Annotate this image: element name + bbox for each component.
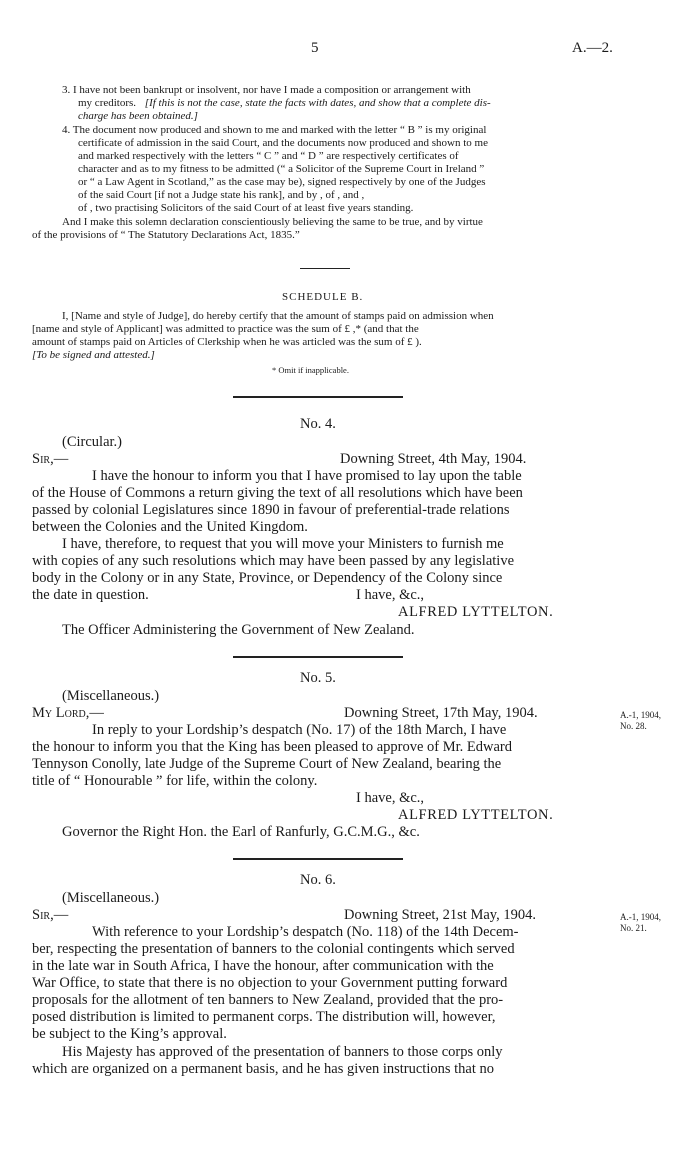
letter-body-line: title of “ Honourable ” for life, within the colony.	[32, 773, 318, 789]
letter-closing: I have, &c.,	[356, 790, 425, 806]
item-3-note: [If this is not the case, state the facts with dates, and show that a complete dis-	[144, 97, 491, 109]
letter-place-date: Downing Street, 17th May, 1904.	[344, 705, 538, 721]
letter-body-line: With reference to your Lordship’s despatch (No. 118) of the 14th Decem-	[92, 924, 519, 940]
letter-category: (Miscellaneous.)	[62, 890, 160, 906]
letter-body-line: the date in question.	[32, 587, 149, 603]
letter-addressee: The Officer Administering the Government of New Zealand.	[62, 622, 415, 638]
letter-place-date: Downing Street, 4th May, 1904.	[340, 451, 527, 467]
letter-salutation: Sir,—	[32, 451, 69, 467]
margin-reference: A.-1, 1904, No. 21.	[620, 912, 661, 933]
letter-signature: ALFRED LYTTELTON.	[398, 807, 554, 823]
letter-body-line: proposals for the allotment of ten banners to New Zealand, provided that the pro-	[32, 992, 504, 1008]
letter-category: (Circular.)	[62, 434, 122, 450]
letter-salutation: My Lord,—	[32, 705, 104, 721]
schedule-line: [name and style of Applicant] was admitted to practice was the sum of £ ,* (and that the	[32, 323, 419, 335]
declaration-item-4-line: of the said Court [if not a Judge state his rank], and by , of , and ,	[78, 189, 365, 201]
declaration-item-4-line: 4. The document now produced and shown to me and marked with the letter “ B ” is my original	[62, 124, 487, 136]
letter-body-line: in the late war in South Africa, I have the honour, after communication with the	[32, 958, 494, 974]
letter-body-line: I have the honour to inform you that I have promised to lay upon the table	[92, 468, 522, 484]
letter-closing: I have, &c.,	[356, 587, 425, 603]
declaration-item-4-line: character and as to my fitness to be admitted (“ a Solicitor of the Supreme Court in Ireland ”	[78, 163, 485, 175]
separator	[300, 268, 350, 269]
declaration-item-3-cont	[78, 97, 491, 110]
letter-body-line: between the Colonies and the United Kingdom.	[32, 519, 308, 535]
separator	[233, 656, 403, 658]
declaration-item-4-line: of , two practising Solicitors of the said Court of at least five years standing.	[78, 202, 414, 214]
letter-signature: ALFRED LYTTELTON.	[398, 604, 554, 620]
letter-number: No. 4.	[300, 416, 336, 432]
letter-body-line: which are organized on a permanent basis, and he has given instructions that no	[32, 1061, 494, 1077]
schedule-footnote: * Omit if inapplicable.	[272, 365, 349, 375]
schedule-title: SCHEDULE B.	[282, 291, 364, 303]
declaration-closing: of the provisions of “ The Statutory Declarations Act, 1835.”	[32, 229, 300, 241]
page-number: 5	[311, 40, 319, 56]
schedule-line: I, [Name and style of Judge], do hereby certify that the amount of stamps paid on admission when	[62, 310, 494, 322]
declaration-item-4-line: or “ a Law Agent in Scotland,” as the case may be), signed respectively by one of the Judges	[78, 176, 486, 188]
letter-body-line: posed distribution is limited to permanent corps. The distribution will, however,	[32, 1009, 496, 1025]
letter-category: (Miscellaneous.)	[62, 688, 160, 704]
separator	[233, 858, 403, 860]
letter-body-line: the honour to inform you that the King has been pleased to approve of Mr. Edward	[32, 739, 512, 755]
item-3-text: my creditors.	[78, 97, 137, 109]
letter-body-line: ber, respecting the presentation of banners to the colonial contingents which served	[32, 941, 515, 957]
declaration-item-4-line: and marked respectively with the letters “ C ” and “ D ” are respectively certificates of	[78, 150, 459, 162]
letter-body-line: His Majesty has approved of the presentation of banners to those corps only	[62, 1044, 503, 1060]
schedule-sign-note: [To be signed and attested.]	[32, 349, 155, 361]
margin-reference: A.-1, 1904, No. 28.	[620, 710, 661, 731]
letter-body-line: I have, therefore, to request that you will move your Ministers to furnish me	[62, 536, 504, 552]
declaration-closing: And I make this solemn declaration conscientiously believing the same to be true, and by virtue	[62, 216, 483, 228]
letter-body-line: body in the Colony or in any State, Province, or Dependency of the Colony since	[32, 570, 503, 586]
letter-body-line: passed by colonial Legislatures since 1890 in favour of preferential-trade relations	[32, 502, 510, 518]
letter-body-line: Tennyson Conolly, late Judge of the Supreme Court of New Zealand, bearing the	[32, 756, 502, 772]
separator	[233, 396, 403, 398]
letter-salutation: Sir,—	[32, 907, 69, 923]
document-reference: A.—2.	[572, 40, 613, 56]
letter-body-line: War Office, to state that there is no objection to your Government putting forward	[32, 975, 508, 991]
declaration-item-4-line: certificate of admission in the said Court, and the documents now produced and shown to me	[78, 137, 488, 149]
declaration-item-3: 3. I have not been bankrupt or insolvent, nor have I made a composition or arrangement with	[62, 84, 471, 96]
letter-addressee: Governor the Right Hon. the Earl of Ranfurly, G.C.M.G., &c.	[62, 824, 420, 840]
schedule-line: amount of stamps paid on Articles of Clerkship when he was articled was the sum of £ ).	[32, 336, 422, 348]
declaration-item-3-note-end: charge has been obtained.]	[78, 110, 198, 122]
letter-body-line: be subject to the King’s approval.	[32, 1026, 227, 1042]
letter-place-date: Downing Street, 21st May, 1904.	[344, 907, 536, 923]
letter-body-line: with copies of any such resolutions which may have been passed by any legislative	[32, 553, 515, 569]
letter-number: No. 6.	[300, 872, 336, 888]
letter-number: No. 5.	[300, 670, 336, 686]
letter-body-line: In reply to your Lordship’s despatch (No. 17) of the 18th March, I have	[92, 722, 507, 738]
letter-body-line: of the House of Commons a return giving the text of all resolutions which have been	[32, 485, 523, 501]
